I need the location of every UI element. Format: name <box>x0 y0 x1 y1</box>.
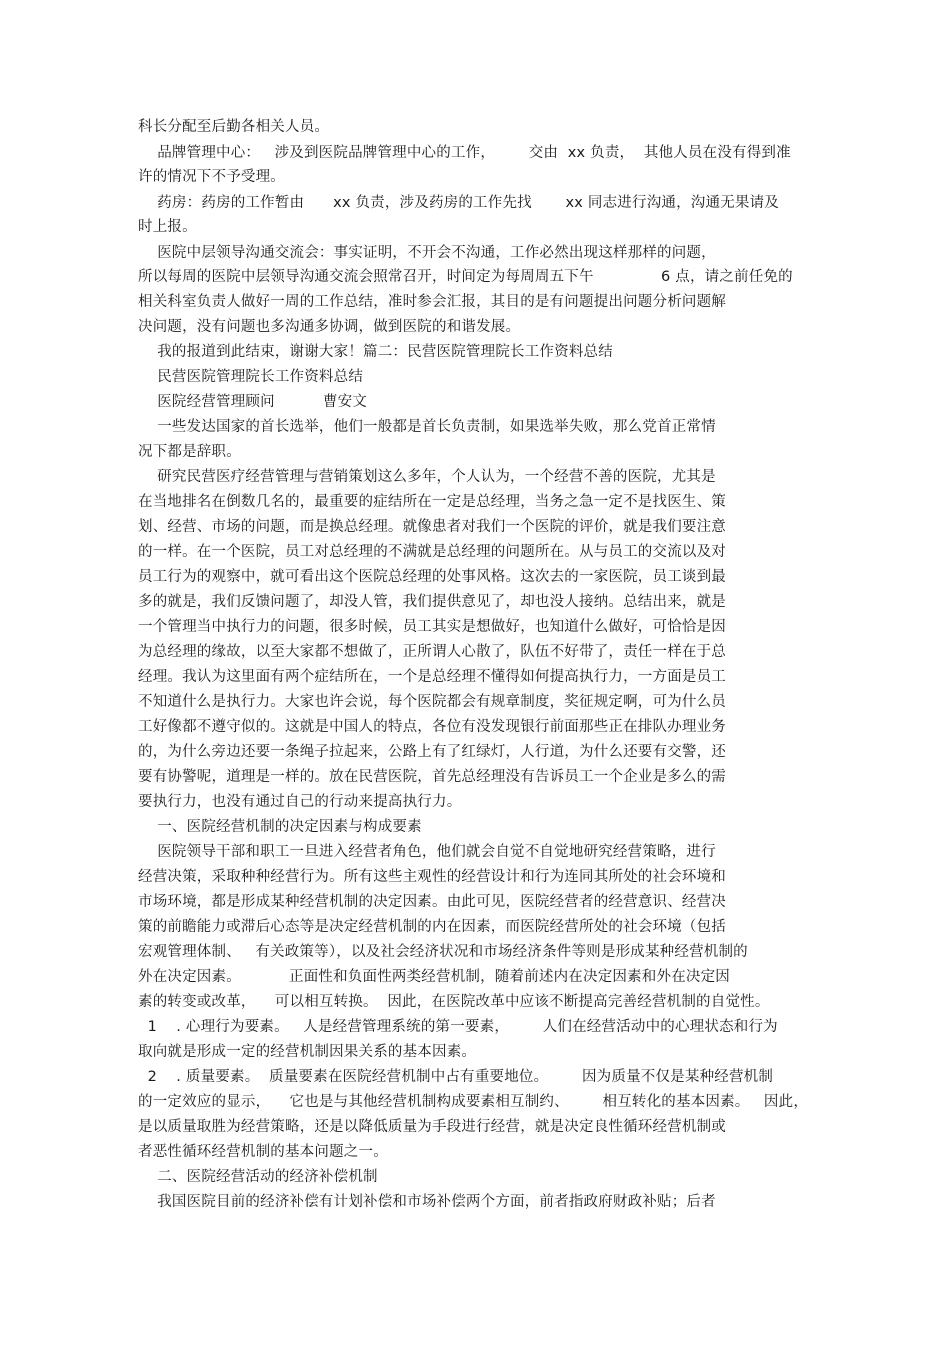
text-line: 2 . 质量要素。 质量要素在医院经营机制中占有重要地位。 因为质量不仅是某种经营机制 <box>138 1069 774 1085</box>
text-line: 的一定效应的显示， 它也是与其他经营机制构成要素相互制约、 相互转化的基本因素。 因此， <box>138 1094 809 1110</box>
text-line: 许的情况下不予受理。 <box>138 169 285 185</box>
text-line: 取向就是形成一定的经营机制因果关系的基本因素。 <box>138 1044 477 1060</box>
text-line: 医院中层领导沟通交流会：事实证明，不开会不沟通，工作必然出现这样那样的问题， <box>138 245 716 261</box>
text-line: 我国医院目前的经济补偿有计划补偿和市场补偿两个方面，前者指政府财政补贴；后者 <box>138 1194 716 1210</box>
text-line: 员工行为的观察中，就可看出这个医院总经理的处事风格。这次去的一家医院，员工谈到最 <box>138 569 726 585</box>
text-line: 多的就是，我们反馈问题了，却没人管，我们提供意见了，却也没人接纳。总结出来，就是 <box>138 594 726 610</box>
text-line: 况下都是辞职。 <box>138 444 241 460</box>
text-line: 一个管理当中执行力的问题，很多时候，员工其实是想做好，也知道什么做好，可恰恰是因 <box>138 619 726 635</box>
text-line: 药房：药房的工作暂由 xx 负责，涉及药房的工作先找 xx 同志进行沟通，沟通无果请及 <box>138 195 779 211</box>
text-line: 经理。我认为这里面有两个症结所在，一个是总经理不懂得如何提高执行力，一方面是员工 <box>138 669 726 685</box>
text-line: 科长分配至后勤各相关人员。 <box>138 119 330 135</box>
text-line: 策的前瞻能力或滞后心态等是决定经营机制的内在因素，而医院经营所处的社会环境（包括 <box>138 919 726 935</box>
text-line: 民营医院管理院长工作资料总结 <box>138 369 364 385</box>
text-line: 所以每周的医院中层领导沟通交流会照常召开，时间定为每周周五下午 6 点，请之前任免的 <box>138 269 793 285</box>
text-line: 二、医院经营活动的经济补偿机制 <box>138 1169 378 1185</box>
text-line: 研究民营医疗经营管理与营销策划这么多年，个人认为，一个经营不善的医院，尤其是 <box>138 469 716 485</box>
text-line: 在当地排名在倒数几名的，最重要的症结所在一定是总经理，当务之急一定不是找医生、策 <box>138 494 726 510</box>
text-line: 的一样。在一个医院，员工对总经理的不满就是总经理的问题所在。从与员工的交流以及对 <box>138 544 726 560</box>
text-line: 医院经营管理顾问 曹安文 <box>138 394 368 410</box>
text-line: 要执行力，也没有通过自己的行动来提高执行力。 <box>138 794 462 810</box>
text-line: 者恶性循环经营机制的基本问题之一。 <box>138 1144 388 1160</box>
text-line: 经营决策，采取种种经营行为。所有这些主观性的经营设计和行为连同其所处的社会环境和 <box>138 869 726 885</box>
text-line: 时上报。 <box>138 219 197 235</box>
text-line: 为总经理的缘故，以至大家都不想做了，正所谓人心散了，队伍不好带了，责任一样在于总 <box>138 644 726 660</box>
text-line: 是以质量取胜为经营策略，还是以降低质量为手段进行经营，就是决定良性循环经营机制或 <box>138 1119 726 1135</box>
text-line: 的，为什么旁边还要一条绳子拉起来，公路上有了红绿灯，人行道，为什么还要有交警，还 <box>138 744 726 760</box>
text-line: 医院领导干部和职工一旦进入经营者角色，他们就会自觉不自觉地研究经营策略，进行 <box>138 844 716 860</box>
text-line: 要有协警呢，道理是一样的。放在民营医院，首先总经理没有告诉员工一个企业是多么的需 <box>138 769 726 785</box>
text-line: 一些发达国家的首长选举，他们一般都是首长负责制，如果选举失败，那么党首正常情 <box>138 419 716 435</box>
text-line: 素的转变或改革， 可以相互转换。 因此，在医院改革中应该不断提高完善经营机制的自觉性。 <box>138 994 770 1010</box>
text-line: 宏观管理体制、 有关政策等），以及社会经济状况和市场经济条件等则是形成某种经营机制的 <box>138 944 748 960</box>
text-line: 划、经营、市场的问题，而是换总经理。就像患者对我们一个医院的评价，就是我们要注意 <box>138 519 726 535</box>
text-line: 市场环境，都是形成某种经营机制的决定因素。由此可见，医院经营者的经营意识、经营决 <box>138 894 726 910</box>
text-line: 1 . 心理行为要素。 人是经营管理系统的第一要素， 人们在经营活动中的心理状态和行为 <box>138 1019 778 1035</box>
text-line: 决问题，没有问题也多沟通多协调，做到医院的和谐发展。 <box>138 319 521 335</box>
text-line: 不知道什么是执行力。大家也许会说，每个医院都会有规章制度，奖征规定啊，可为什么员 <box>138 694 726 710</box>
text-line: 品牌管理中心： 涉及到医院品牌管理中心的工作， 交由 xx 负责， 其他人员在没有得到准 <box>138 145 791 161</box>
text-line: 相关科室负责人做好一周的工作总结，准时参会汇报，其目的是有问题提出问题分析问题解 <box>138 294 726 310</box>
text-line: 一、医院经营机制的决定因素与构成要素 <box>138 819 422 835</box>
text-line: 我的报道到此结束，谢谢大家！篇二：民营医院管理院长工作资料总结 <box>138 344 613 360</box>
text-line: 工好像都不遵守似的。这就是中国人的特点，各位有没发现银行前面那些正在排队办理业务 <box>138 719 726 735</box>
text-line: 外在决定因素。 正面性和负面性两类经营机制，随着前述内在决定因素和外在决定因 <box>138 969 730 985</box>
